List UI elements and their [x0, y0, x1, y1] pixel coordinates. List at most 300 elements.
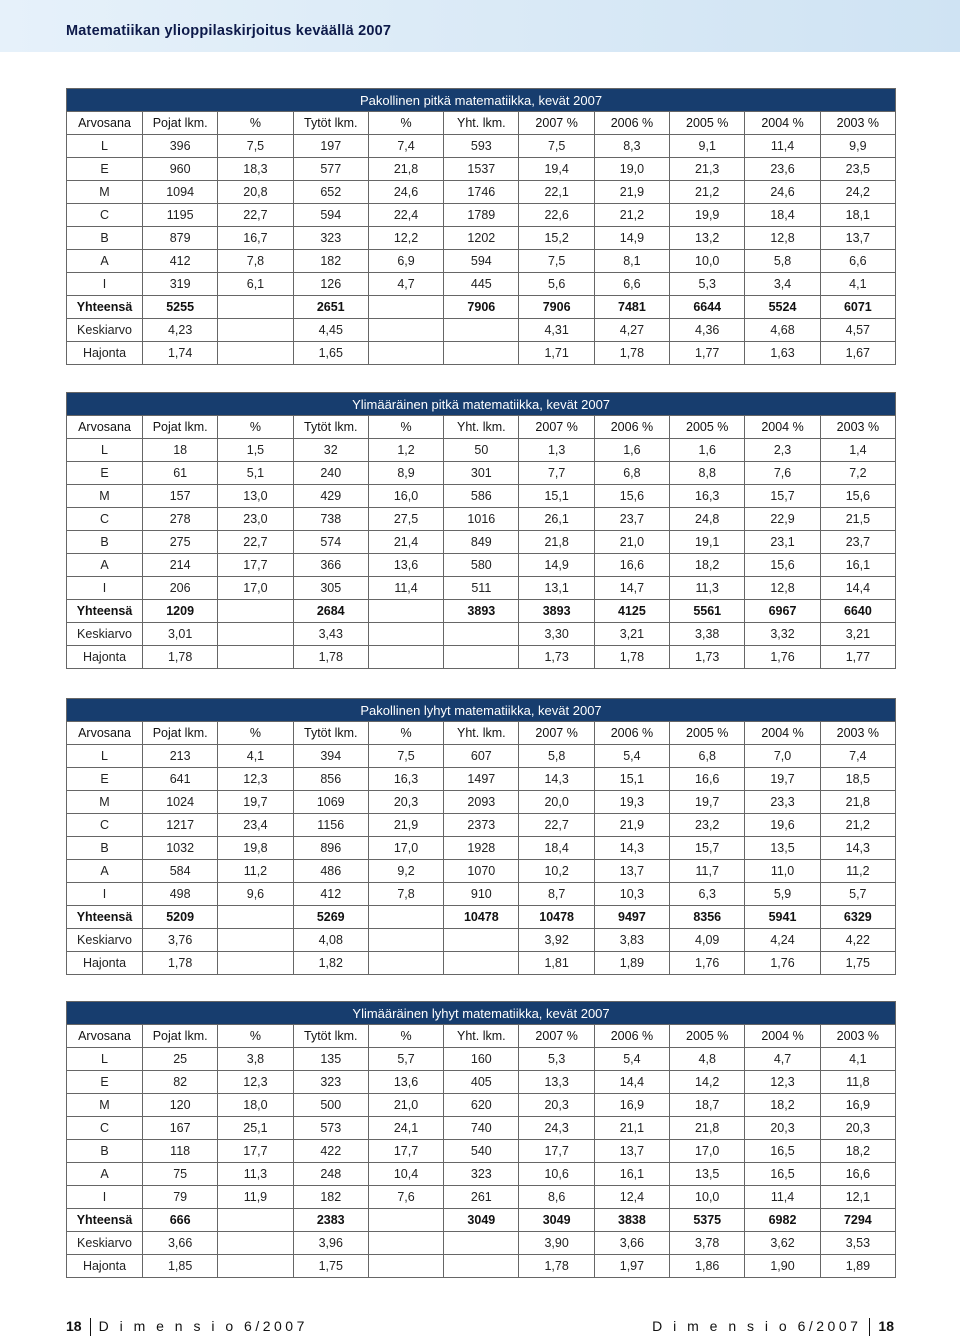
table-row-cell: 21,0 — [368, 1094, 443, 1117]
table-row — [67, 1163, 896, 1186]
table-header-row-cell: % — [368, 1025, 443, 1048]
table-header-row-cell: 2004 % — [745, 722, 820, 745]
table-row-cell: 7,5 — [519, 135, 594, 158]
footer-right-separator — [869, 1318, 870, 1336]
table-row-cell: L — [67, 1048, 143, 1071]
table-row-cell: I — [67, 883, 143, 906]
table-row-cell: 79 — [143, 1186, 218, 1209]
table-row-cell: 22,7 — [519, 814, 594, 837]
table-row-cell: 82 — [143, 1071, 218, 1094]
table-row — [67, 250, 896, 273]
table-row-cell: C — [67, 508, 143, 531]
table-sd-row-cell — [218, 646, 293, 669]
table-row-cell: 21,2 — [594, 204, 669, 227]
table-row-cell: 7,4 — [820, 745, 895, 768]
table-row-cell: 7,8 — [368, 883, 443, 906]
table-total-row-cell: 7906 — [519, 296, 594, 319]
table-row-cell: 26,1 — [519, 508, 594, 531]
footer-right-magazine: D i m e n s i o 6/2007 — [652, 1318, 862, 1334]
table-total-row-cell: 2651 — [293, 296, 368, 319]
table-row-cell: 20,3 — [368, 791, 443, 814]
table-row-cell: M — [67, 485, 143, 508]
table-row-cell: 1,4 — [820, 439, 895, 462]
table-row — [67, 577, 896, 600]
table-row — [67, 1140, 896, 1163]
table-row-cell: 22,4 — [368, 204, 443, 227]
table-sd-row-cell: 1,78 — [293, 646, 368, 669]
table-sd-row-cell: 1,78 — [143, 646, 218, 669]
table-row-cell: 5,7 — [368, 1048, 443, 1071]
table-row-cell: 6,3 — [670, 883, 745, 906]
table-row-cell: 13,1 — [519, 577, 594, 600]
table-row-cell: 586 — [444, 485, 519, 508]
table-mean-row-cell — [368, 623, 443, 646]
table-row-cell: 12,8 — [745, 577, 820, 600]
table-title-row — [67, 699, 896, 722]
table-row-cell: 5,9 — [745, 883, 820, 906]
table-row-cell: 4,8 — [670, 1048, 745, 1071]
table-row-cell: B — [67, 531, 143, 554]
table-row-cell: 17,7 — [218, 554, 293, 577]
table-row-cell: 21,8 — [820, 791, 895, 814]
table-mean-row-cell: 3,76 — [143, 929, 218, 952]
table-mean-row-cell: 4,22 — [820, 929, 895, 952]
table-row-cell: 896 — [293, 837, 368, 860]
table-row-cell: 1746 — [444, 181, 519, 204]
table-row — [67, 273, 896, 296]
table-row-cell: 23,4 — [218, 814, 293, 837]
table-row-cell: 19,9 — [670, 204, 745, 227]
table-row-cell: 10,0 — [670, 1186, 745, 1209]
table-row-cell: 1,6 — [594, 439, 669, 462]
table-mean-row-cell: 3,66 — [143, 1232, 218, 1255]
table-row-cell: B — [67, 1140, 143, 1163]
table-row-cell: 8,6 — [519, 1186, 594, 1209]
table-row-cell: 594 — [444, 250, 519, 273]
table-sd-row-cell — [444, 1255, 519, 1278]
table-row-cell: 18,2 — [745, 1094, 820, 1117]
table-row-cell: 13,0 — [218, 485, 293, 508]
table-sd-row-cell: 1,77 — [670, 342, 745, 365]
table-header-row-cell: 2007 % — [519, 1025, 594, 1048]
table-mean-row-cell: 3,92 — [519, 929, 594, 952]
table-header-row-cell: 2003 % — [820, 1025, 895, 1048]
table-sd-row-cell: Hajonta — [67, 342, 143, 365]
table-row — [67, 158, 896, 181]
table-row-cell: 412 — [293, 883, 368, 906]
table-total-row-cell: 666 — [143, 1209, 218, 1232]
table-row-cell: 11,2 — [218, 860, 293, 883]
table-row-cell: 22,6 — [519, 204, 594, 227]
table-row-cell: 22,1 — [519, 181, 594, 204]
table-total-row-cell: 5209 — [143, 906, 218, 929]
table-row-cell: 620 — [444, 1094, 519, 1117]
table-row-cell: 6,8 — [594, 462, 669, 485]
footer-left-separator — [90, 1318, 91, 1336]
table-header-row-cell: 2003 % — [820, 112, 895, 135]
table-total-row-cell: 8356 — [670, 906, 745, 929]
table-row-cell: 584 — [143, 860, 218, 883]
table-row-cell: 10,4 — [368, 1163, 443, 1186]
table-header-row-cell: Arvosana — [67, 1025, 143, 1048]
page-header-title: Matematiikan ylioppilaskirjoitus keväällä 2007 — [66, 23, 392, 39]
table-mean-row — [67, 1232, 896, 1255]
table-row-cell: 13,6 — [368, 554, 443, 577]
table-row-cell: 11,4 — [745, 1186, 820, 1209]
table-row-cell: 32 — [293, 439, 368, 462]
table-row-cell: 18,2 — [820, 1140, 895, 1163]
table-row-cell: 18 — [143, 439, 218, 462]
table-row-cell: 20,0 — [519, 791, 594, 814]
table-total-row-cell: 5524 — [745, 296, 820, 319]
table-sd-row-cell: 1,89 — [594, 952, 669, 975]
table-row-cell: 17,0 — [670, 1140, 745, 1163]
table-row-cell: 12,3 — [745, 1071, 820, 1094]
table-header-row-cell: 2005 % — [670, 1025, 745, 1048]
table-row-cell: 13,2 — [670, 227, 745, 250]
table-row-cell: 61 — [143, 462, 218, 485]
table-sd-row — [67, 952, 896, 975]
table-row-cell: 15,2 — [519, 227, 594, 250]
table-row-cell: 15,6 — [594, 485, 669, 508]
table-row-cell: 7,6 — [745, 462, 820, 485]
table-row-cell: 9,2 — [368, 860, 443, 883]
table-title: Pakollinen pitkä matematiikka, kevät 2007 — [67, 89, 896, 112]
table-sd-row-cell: 1,82 — [293, 952, 368, 975]
table-row-cell: 24,8 — [670, 508, 745, 531]
table-row — [67, 227, 896, 250]
table-row-cell: 8,8 — [670, 462, 745, 485]
table-sd-row-cell: Hajonta — [67, 1255, 143, 1278]
table-row-cell: 20,3 — [519, 1094, 594, 1117]
table-row-cell: 24,6 — [745, 181, 820, 204]
table-row-cell: 6,6 — [820, 250, 895, 273]
table-row — [67, 531, 896, 554]
table-row-cell: 19,7 — [745, 768, 820, 791]
table-row-cell: 25,1 — [218, 1117, 293, 1140]
table-sd-row-cell — [368, 1255, 443, 1278]
table-total-row-cell — [368, 296, 443, 319]
table-total-row-cell: 9497 — [594, 906, 669, 929]
table-total-row-cell: Yhteensä — [67, 906, 143, 929]
table-row-cell: 11,9 — [218, 1186, 293, 1209]
table-total-row-cell: 3893 — [444, 600, 519, 623]
table-header-row-cell: Pojat lkm. — [143, 112, 218, 135]
table-total-row-cell: 5269 — [293, 906, 368, 929]
table-row-cell: 412 — [143, 250, 218, 273]
table-row-cell: 2,3 — [745, 439, 820, 462]
table-row-cell: 25 — [143, 1048, 218, 1071]
table-total-row — [67, 296, 896, 319]
table-mean-row-cell — [368, 1232, 443, 1255]
table-row-cell: L — [67, 135, 143, 158]
table-row-cell: 118 — [143, 1140, 218, 1163]
table-row-cell: 5,7 — [820, 883, 895, 906]
table-row-cell: 5,8 — [745, 250, 820, 273]
table-row-cell: 1928 — [444, 837, 519, 860]
table-sd-row-cell — [218, 952, 293, 975]
table-row-cell: 1156 — [293, 814, 368, 837]
table-total-row — [67, 906, 896, 929]
table-row-cell: 10,3 — [594, 883, 669, 906]
table-row-cell: I — [67, 1186, 143, 1209]
table-mean-row-cell: 3,38 — [670, 623, 745, 646]
table-row-cell: 15,1 — [519, 485, 594, 508]
table-row-cell: 652 — [293, 181, 368, 204]
table-mean-row-cell — [444, 623, 519, 646]
table-row-cell: 18,2 — [670, 554, 745, 577]
table-row-cell: 574 — [293, 531, 368, 554]
table-sd-row-cell: 1,65 — [293, 342, 368, 365]
table-row-cell: 498 — [143, 883, 218, 906]
table-header-row-cell: 2006 % — [594, 1025, 669, 1048]
table-total-row-cell: 5255 — [143, 296, 218, 319]
table-row-cell: 167 — [143, 1117, 218, 1140]
table-row-cell: 19,7 — [670, 791, 745, 814]
table-sd-row-cell — [444, 952, 519, 975]
table-row-cell: 5,6 — [519, 273, 594, 296]
table-row-cell: 21,8 — [368, 158, 443, 181]
table-header-row — [67, 416, 896, 439]
table-row-cell: 422 — [293, 1140, 368, 1163]
table-row-cell: 240 — [293, 462, 368, 485]
table-mean-row-cell: 4,57 — [820, 319, 895, 342]
table-row-cell: 11,4 — [745, 135, 820, 158]
table-sd-row-cell — [368, 952, 443, 975]
table-row-cell: 21,8 — [519, 531, 594, 554]
table-row-cell: 5,4 — [594, 1048, 669, 1071]
table-header-row-cell: Tytöt lkm. — [293, 416, 368, 439]
table-row-cell: 16,1 — [820, 554, 895, 577]
table-row-cell: 910 — [444, 883, 519, 906]
table-header-row-cell: Pojat lkm. — [143, 416, 218, 439]
table-row-cell: 1070 — [444, 860, 519, 883]
table-row-cell: A — [67, 554, 143, 577]
table-row — [67, 768, 896, 791]
table-row — [67, 204, 896, 227]
table-row-cell: 16,5 — [745, 1163, 820, 1186]
table-header-row-cell: % — [218, 112, 293, 135]
table-sd-row-cell — [368, 646, 443, 669]
table-row-cell: 323 — [293, 1071, 368, 1094]
table-row-cell: 24,2 — [820, 181, 895, 204]
table-row-cell: 8,9 — [368, 462, 443, 485]
table-mean-row-cell: 3,32 — [745, 623, 820, 646]
table-row-cell: 21,5 — [820, 508, 895, 531]
table-row-cell: 641 — [143, 768, 218, 791]
table-row-cell: 14,4 — [820, 577, 895, 600]
table-mean-row-cell — [218, 1232, 293, 1255]
table-total-row-cell: 6640 — [820, 600, 895, 623]
table-row-cell: 14,9 — [519, 554, 594, 577]
table-row-cell: 24,1 — [368, 1117, 443, 1140]
table-row-cell: 275 — [143, 531, 218, 554]
table-mean-row-cell: 3,66 — [594, 1232, 669, 1255]
table-title-row — [67, 89, 896, 112]
table-row-cell: 182 — [293, 250, 368, 273]
table-row — [67, 1071, 896, 1094]
table-total-row-cell: 3049 — [519, 1209, 594, 1232]
table-sd-row-cell: 1,78 — [594, 646, 669, 669]
table-row-cell: 11,4 — [368, 577, 443, 600]
table-total-row-cell — [368, 906, 443, 929]
table-row-cell: 20,3 — [745, 1117, 820, 1140]
table-row — [67, 1048, 896, 1071]
table-row-cell: 960 — [143, 158, 218, 181]
table-sd-row-cell: 1,81 — [519, 952, 594, 975]
table-row-cell: 1069 — [293, 791, 368, 814]
table-row-cell: 740 — [444, 1117, 519, 1140]
table-row-cell: 16,3 — [670, 485, 745, 508]
table-sd-row-cell: 1,85 — [143, 1255, 218, 1278]
footer-left — [66, 1318, 308, 1336]
table-row-cell: 366 — [293, 554, 368, 577]
table-sd-row-cell: 1,89 — [820, 1255, 895, 1278]
table-row-cell: 7,7 — [519, 462, 594, 485]
table-row — [67, 837, 896, 860]
table-row-cell: 17,7 — [519, 1140, 594, 1163]
table-header-row-cell: 2004 % — [745, 416, 820, 439]
table-row-cell: 13,7 — [594, 860, 669, 883]
table-header-row-cell: % — [218, 1025, 293, 1048]
table-total-row-cell: 10478 — [519, 906, 594, 929]
table-row-cell: 13,5 — [745, 837, 820, 860]
table-row-cell: 248 — [293, 1163, 368, 1186]
table-mean-row-cell: 3,62 — [745, 1232, 820, 1255]
table-row-cell: 7,4 — [368, 135, 443, 158]
table-row-cell: 278 — [143, 508, 218, 531]
table-sd-row-cell: 1,63 — [745, 342, 820, 365]
table-header-row-cell: 2006 % — [594, 416, 669, 439]
table-row-cell: 7,5 — [519, 250, 594, 273]
table-total-row-cell: 7906 — [444, 296, 519, 319]
table-row-cell: 14,2 — [670, 1071, 745, 1094]
table-header-row-cell: Pojat lkm. — [143, 722, 218, 745]
table-mean-row-cell: 4,23 — [143, 319, 218, 342]
table-header-row-cell: 2004 % — [745, 1025, 820, 1048]
table-row-cell: 1497 — [444, 768, 519, 791]
table-title: Ylimääräinen lyhyt matematiikka, kevät 2007 — [67, 1002, 896, 1025]
table-header-row-cell: 2005 % — [670, 112, 745, 135]
table-row — [67, 508, 896, 531]
table-row-cell: B — [67, 227, 143, 250]
table-row-cell: 15,6 — [820, 485, 895, 508]
table-mean-row-cell: 3,53 — [820, 1232, 895, 1255]
table-row-cell: E — [67, 462, 143, 485]
table-row-cell: 18,7 — [670, 1094, 745, 1117]
table-mean-row-cell: 3,21 — [820, 623, 895, 646]
grade-table-1 — [66, 88, 896, 365]
table-row-cell: 126 — [293, 273, 368, 296]
table-header-row-cell: Arvosana — [67, 416, 143, 439]
table-row-cell: 22,7 — [218, 531, 293, 554]
table-row-cell: 4,7 — [368, 273, 443, 296]
table-sd-row-cell: 1,71 — [519, 342, 594, 365]
table-header-row-cell: Tytöt lkm. — [293, 1025, 368, 1048]
table-row-cell: 21,4 — [368, 531, 443, 554]
table-row-cell: 22,7 — [218, 204, 293, 227]
table-row-cell: 9,1 — [670, 135, 745, 158]
table-row-cell: 14,7 — [594, 577, 669, 600]
table-row-cell: 20,3 — [820, 1117, 895, 1140]
table-row-cell: 11,2 — [820, 860, 895, 883]
table-total-row-cell: 7294 — [820, 1209, 895, 1232]
table-row-cell: 19,3 — [594, 791, 669, 814]
table-mean-row-cell — [368, 929, 443, 952]
table-row-cell: 21,2 — [670, 181, 745, 204]
table-header-row — [67, 1025, 896, 1048]
table-row-cell: 23,0 — [218, 508, 293, 531]
table-row-cell: 5,4 — [594, 745, 669, 768]
table-header-row-cell: % — [368, 722, 443, 745]
table-row-cell: 23,7 — [594, 508, 669, 531]
table-row-cell: 22,9 — [745, 508, 820, 531]
table-row-cell: 738 — [293, 508, 368, 531]
table-header-row-cell: % — [368, 416, 443, 439]
table-mean-row-cell: 3,30 — [519, 623, 594, 646]
table-row-cell: 396 — [143, 135, 218, 158]
table-header-row-cell: % — [218, 722, 293, 745]
table-row-cell: 16,6 — [670, 768, 745, 791]
table-row-cell: 445 — [444, 273, 519, 296]
table-row-cell: 16,7 — [218, 227, 293, 250]
table-total-row-cell: 10478 — [444, 906, 519, 929]
table-row-cell: 856 — [293, 768, 368, 791]
table-row-cell: 120 — [143, 1094, 218, 1117]
table-row-cell: E — [67, 1071, 143, 1094]
table-total-row — [67, 1209, 896, 1232]
table-mean-row-cell: 4,31 — [519, 319, 594, 342]
table-row-cell: 21,9 — [594, 814, 669, 837]
table-row-cell: 17,7 — [218, 1140, 293, 1163]
table-mean-row-cell: 4,68 — [745, 319, 820, 342]
table-sd-row-cell — [218, 342, 293, 365]
footer-right-page-number: 18 — [878, 1318, 894, 1334]
table-row-cell: 11,8 — [820, 1071, 895, 1094]
table-row-cell: 75 — [143, 1163, 218, 1186]
table-row-cell: 7,0 — [745, 745, 820, 768]
table-row-cell: 16,3 — [368, 768, 443, 791]
table-mean-row-cell — [444, 1232, 519, 1255]
table-row — [67, 1094, 896, 1117]
table-mean-row-cell: 3,83 — [594, 929, 669, 952]
table-row-cell: 1202 — [444, 227, 519, 250]
table-row-cell: 13,7 — [594, 1140, 669, 1163]
table-row-cell: 12,8 — [745, 227, 820, 250]
table-sd-row-cell: 1,78 — [594, 342, 669, 365]
table-row-cell: M — [67, 791, 143, 814]
table-row-cell: 27,5 — [368, 508, 443, 531]
table-row-cell: 23,1 — [745, 531, 820, 554]
table-row-cell: L — [67, 439, 143, 462]
table-row — [67, 745, 896, 768]
table-row — [67, 1117, 896, 1140]
table-total-row-cell: 6329 — [820, 906, 895, 929]
table-row-cell: 19,6 — [745, 814, 820, 837]
table-row — [67, 791, 896, 814]
table-total-row-cell — [368, 600, 443, 623]
table-total-row-cell: 3049 — [444, 1209, 519, 1232]
table-row-cell: 12,3 — [218, 768, 293, 791]
table-mean-row-cell: Keskiarvo — [67, 929, 143, 952]
table-row-cell: 15,7 — [670, 837, 745, 860]
table-title-row — [67, 393, 896, 416]
table-row-cell: 429 — [293, 485, 368, 508]
table-row-cell: 1,2 — [368, 439, 443, 462]
table-row-cell: 11,7 — [670, 860, 745, 883]
table-header-row — [67, 112, 896, 135]
table-row-cell: 20,8 — [218, 181, 293, 204]
